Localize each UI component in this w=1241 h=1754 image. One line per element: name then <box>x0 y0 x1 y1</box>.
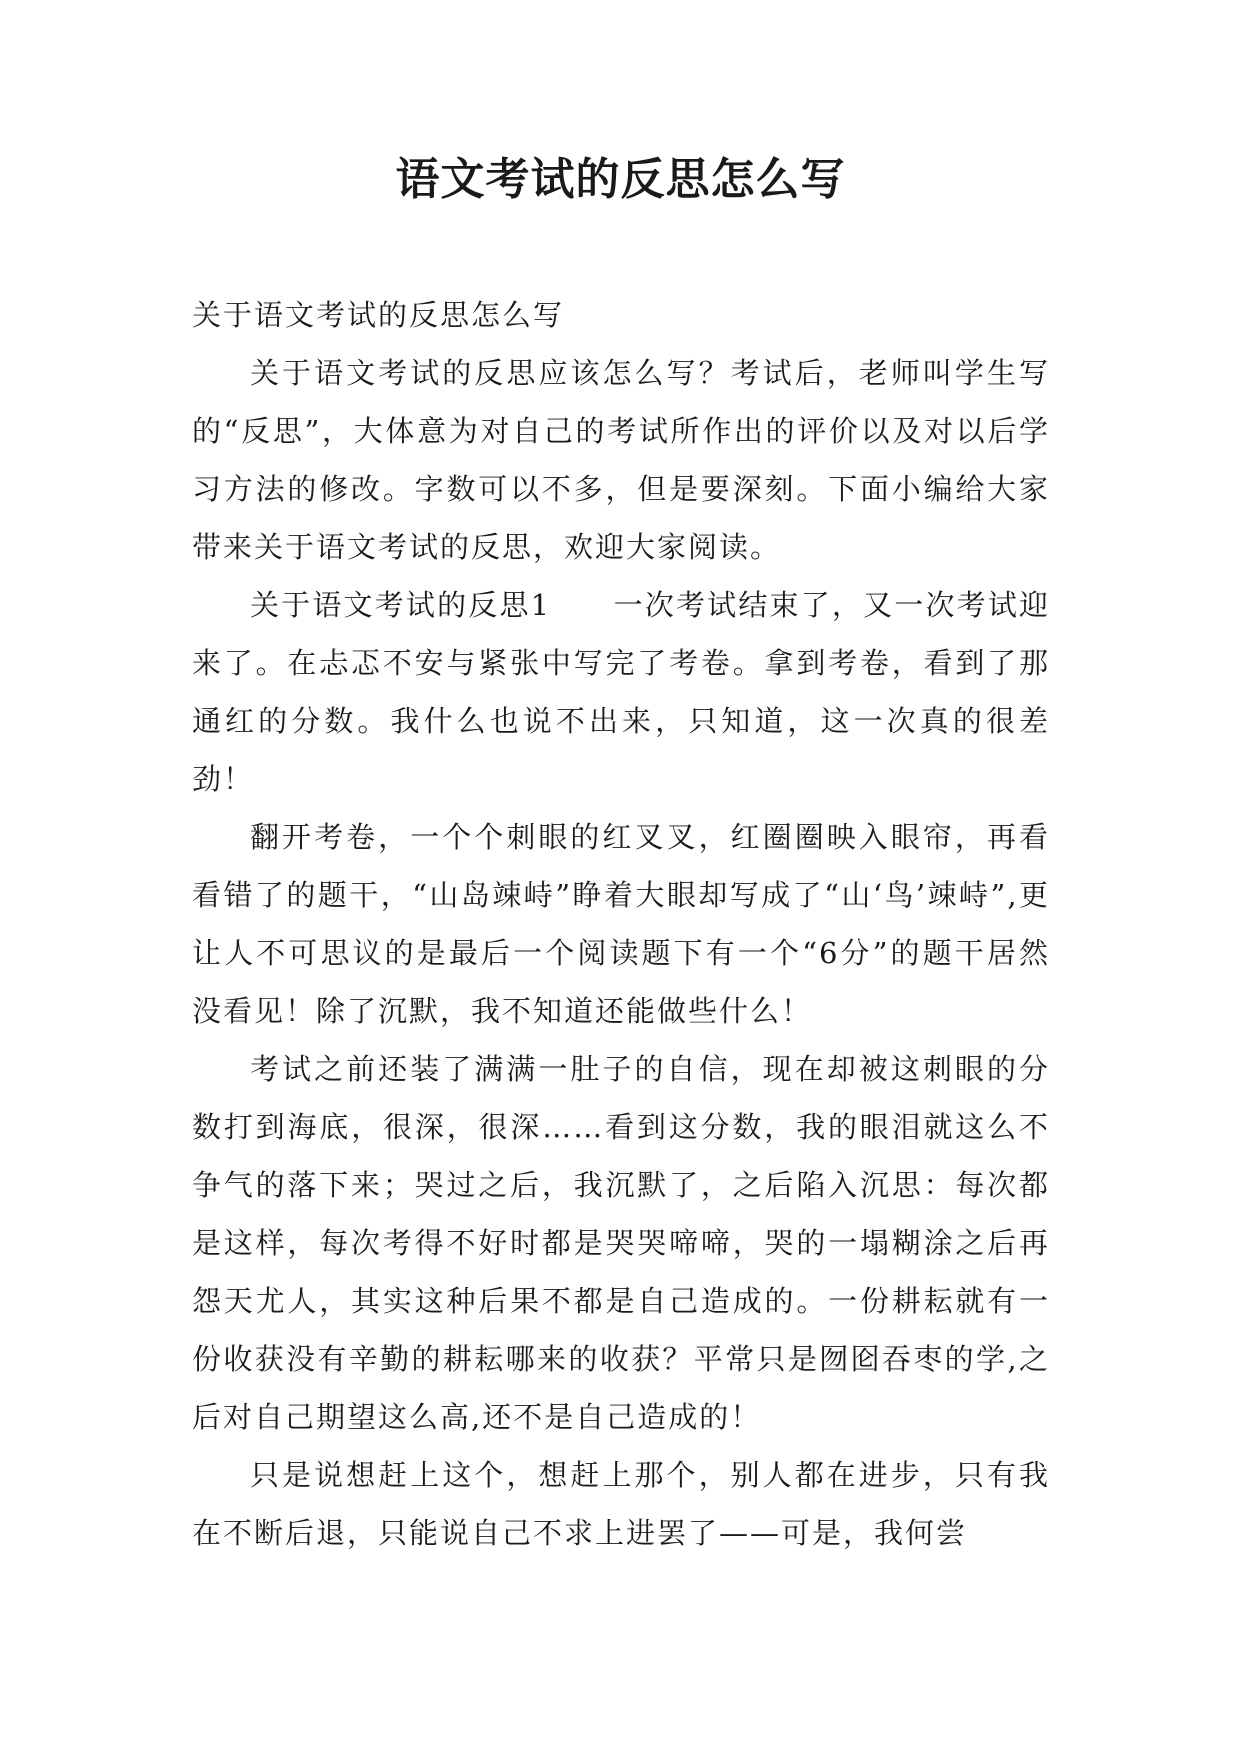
paragraph: 关于语文考试的反思应该怎么写？考试后，老师叫学生写的“反思”，大体意为对自己的考试所作出的评价以及对以后学习方法的修改。字数可以不多，但是要深刻。下面小编给大家带来关于语文考试的反思，欢迎大家阅读。 <box>192 356 1050 564</box>
document-title: 语文考试的反思怎么写 <box>395 154 846 205</box>
paragraph: 考试之前还装了满满一肚子的自信，现在却被这刺眼的分数打到海底，很深，很深……看到这分数，我的眼泪就这么不争气的落下来；哭过之后，我沉默了，之后陷入沉思：每次都是这样，每次考得不好时都是哭哭啼啼，哭的一塌糊涂之后再怨天尤人，其实这种后果不都是自己造成的。一份耕耘就有一份收获没有辛勤的耕耘哪来的收获？平常只是囫囵吞枣的学,之后对自己期望这么高,还不是自己造成的！ <box>192 1052 1050 1434</box>
document-body <box>192 286 1050 1562</box>
paragraph: 关于语文考试的反思1 一次考试结束了，又一次考试迎来了。在忐忑不安与紧张中写完了考卷。拿到考卷，看到了那通红的分数。我什么也说不出来，只知道，这一次真的很差劲！ <box>192 588 1050 796</box>
paragraph: 翻开考卷，一个个刺眼的红叉叉，红圈圈映入眼帘，再看看错了的题干，“山岛竦峙”睁着大眼却写成了“山‘鸟’竦峙”,更让人不可思议的是最后一个阅读题下有一个“6分”的题干居然没看见！除了沉默，我不知道还能做些什么！ <box>192 820 1050 1028</box>
document-subtitle: 关于语文考试的反思怎么写 <box>192 298 565 332</box>
paragraph: 只是说想赶上这个，想赶上那个，别人都在进步，只有我在不断后退，只能说自己不求上进罢了——可是，我何尝 <box>192 1458 1050 1550</box>
